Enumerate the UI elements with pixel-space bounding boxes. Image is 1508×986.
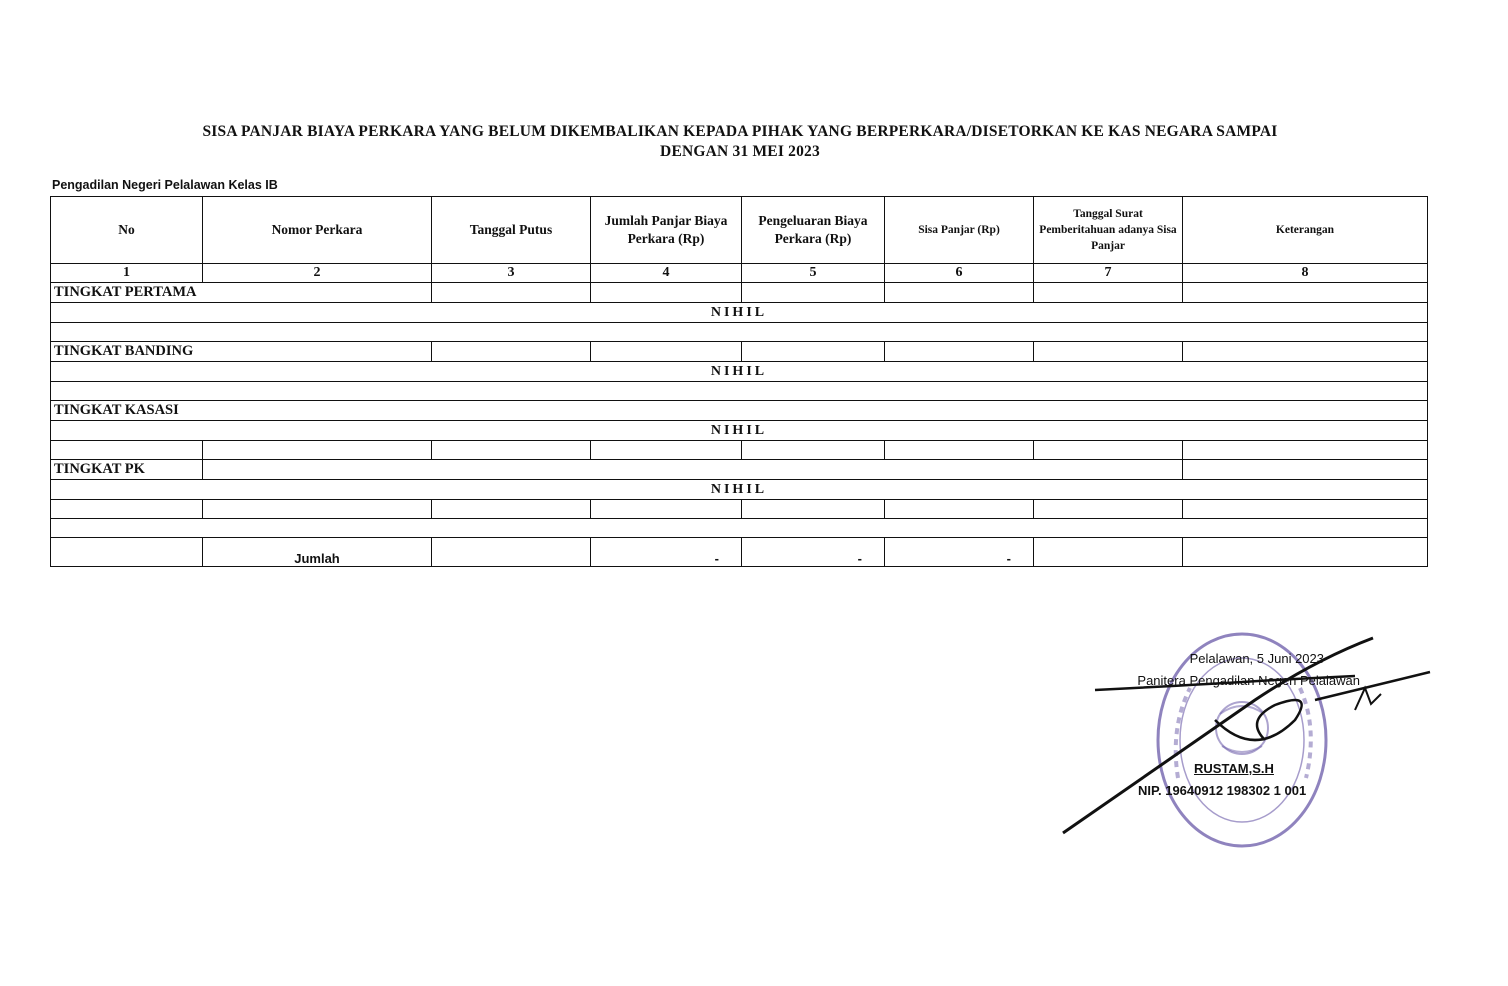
total-pengeluaran: - <box>742 538 885 567</box>
signatory-position: Panitera Pengadilan Negeri Pelalawan <box>1137 673 1360 688</box>
place-date: Pelalawan, 5 Juni 2023 <box>1189 651 1324 666</box>
court-name: Pengadilan Negeri Pelalawan Kelas IB <box>52 178 278 192</box>
header-pengeluaran: Pengeluaran Biaya Perkara (Rp) <box>742 197 885 264</box>
col-num-2: 2 <box>203 264 432 283</box>
signatory-nip: NIP. 19640912 198302 1 001 <box>1138 783 1307 798</box>
section-row <box>51 401 1428 421</box>
signatory-name: RUSTAM,S.H <box>1194 761 1274 776</box>
col-num-4: 4 <box>591 264 742 283</box>
section-label: TINGKAT KASASI <box>51 401 1428 421</box>
nihil-text: NIHIL <box>51 480 1428 500</box>
nihil-text: NIHIL <box>51 362 1428 382</box>
header-no: No <box>51 197 203 264</box>
header-tanggal-surat: Tanggal Surat Pemberitahuan adanya Sisa Panjar <box>1034 197 1183 264</box>
blank-row <box>51 500 1428 519</box>
blank-row <box>51 382 1428 401</box>
section-row <box>51 283 1428 303</box>
total-sisa-panjar: - <box>885 538 1034 567</box>
nihil-row <box>51 303 1428 323</box>
title-line-1: SISA PANJAR BIAYA PERKARA YANG BELUM DIKEMBALIKAN KEPADA PIHAK YANG BERPERKARA/DISETORKAN KE KAS NEGARA SAMPAI <box>202 123 1278 140</box>
nihil-row <box>51 362 1428 382</box>
nihil-text: NIHIL <box>51 421 1428 441</box>
col-num-8: 8 <box>1183 264 1428 283</box>
header-sisa-panjar: Sisa Panjar (Rp) <box>885 197 1034 264</box>
section-label: TINGKAT PERTAMA <box>51 283 432 303</box>
nihil-row <box>51 421 1428 441</box>
col-num-1: 1 <box>51 264 203 283</box>
col-num-3: 3 <box>432 264 591 283</box>
col-num-5: 5 <box>742 264 885 283</box>
col-num-7: 7 <box>1034 264 1183 283</box>
section-label: TINGKAT BANDING <box>51 342 432 362</box>
title-line-2: DENGAN 31 MEI 2023 <box>660 143 820 160</box>
header-keterangan: Keterangan <box>1183 197 1428 264</box>
section-row <box>51 342 1428 362</box>
handwritten-signature-icon <box>1055 630 1445 840</box>
nihil-row <box>51 480 1428 500</box>
document-title <box>0 122 1480 162</box>
blank-row <box>51 519 1428 538</box>
header-tanggal-putus: Tanggal Putus <box>432 197 591 264</box>
blank-row <box>51 323 1428 342</box>
section-row <box>51 460 1428 480</box>
header-nomor-perkara: Nomor Perkara <box>203 197 432 264</box>
nihil-text: NIHIL <box>51 303 1428 323</box>
panjar-table <box>50 196 1428 567</box>
col-num-6: 6 <box>885 264 1034 283</box>
header-jumlah-panjar: Jumlah Panjar Biaya Perkara (Rp) <box>591 197 742 264</box>
section-label: TINGKAT PK <box>51 460 203 480</box>
blank-row <box>51 441 1428 460</box>
total-label: Jumlah <box>203 538 432 567</box>
total-row <box>51 538 1428 567</box>
column-number-row <box>51 264 1428 283</box>
total-jumlah-panjar: - <box>591 538 742 567</box>
header-row <box>51 197 1428 264</box>
